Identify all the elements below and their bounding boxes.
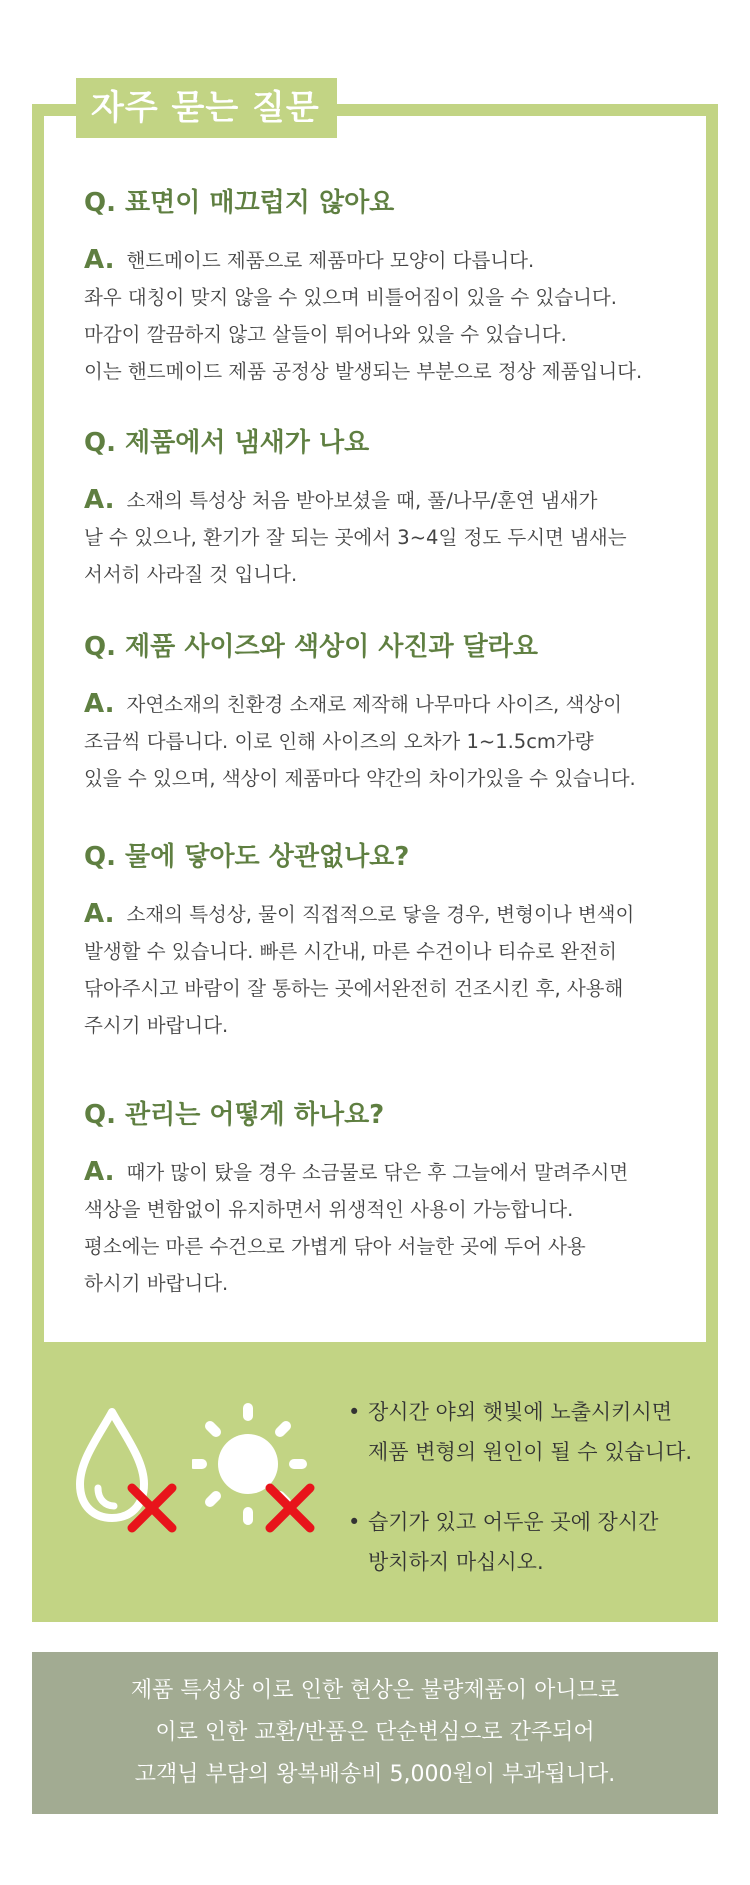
faq-answer-line: 주시기 바랍니다. [84, 1014, 229, 1037]
care-note-line: 습기가 있고 어두운 곳에 장시간 [368, 1510, 659, 1534]
faq-question: Q. 제품에서 냄새가 나요 [84, 428, 370, 458]
care-note-line: 제품 변형의 원인이 될 수 있습니다. [368, 1440, 693, 1464]
faq-item-water [84, 840, 694, 1044]
answer-mark: A. [84, 689, 115, 719]
faq-answer-line: 좌우 대칭이 맞지 않을 수 있으며 비틀어짐이 있을 수 있습니다. [84, 286, 617, 309]
faq-title: 자주 묻는 질문 [76, 78, 337, 138]
notice-line: 고객님 부담의 왕복배송비 5,000원이 부과됩니다. [134, 1762, 616, 1787]
faq-answer-line: 있을 수 있으며, 색상이 제품마다 약간의 차이가있을 수 있습니다. [84, 767, 636, 790]
care-note-line: 장시간 야외 햇빛에 노출시키시면 [368, 1400, 673, 1424]
faq-answer-line: A. 때가 많이 탔을 경우 소금물로 닦은 후 그늘에서 말려주시면 [84, 1157, 629, 1187]
faq-question: Q. 물에 닿아도 상관없나요? [84, 842, 410, 872]
faq-item-smell [84, 426, 694, 593]
care-note-humidity [348, 1502, 718, 1582]
faq-answer [84, 242, 694, 390]
faq-answer-line: A. 자연소재의 친환경 소재로 제작해 나무마다 사이즈, 색상이 [84, 689, 622, 719]
return-policy-notice [32, 1652, 718, 1814]
faq-answer-line: 날 수 있으나, 환기가 잘 되는 곳에서 3~4일 정도 두시면 냄새는 [84, 526, 627, 549]
faq-question: Q. 표면이 매끄럽지 않아요 [84, 188, 395, 218]
answer-mark: A. [84, 245, 115, 275]
faq-answer-line: 이는 핸드메이드 제품 공정상 발생되는 부분으로 정상 제품입니다. [84, 360, 643, 383]
faq-question: Q. 제품 사이즈와 색상이 사진과 달라요 [84, 632, 538, 662]
answer-mark: A. [84, 485, 115, 515]
prohibited-x-icon [270, 1488, 310, 1528]
faq-answer [84, 482, 694, 593]
faq-answer-line: A. 소재의 특성상 처음 받아보셨을 때, 풀/나무/훈연 냄새가 [84, 485, 598, 515]
notice-line: 제품 특성상 이로 인한 현상은 불량제품이 아니므로 [130, 1678, 620, 1703]
faq-answer-line: 조금씩 다릅니다. 이로 인해 사이즈의 오차가 1~1.5cm가량 [84, 730, 594, 753]
faq-answer-line: 색상을 변함없이 유지하면서 위생적인 사용이 가능합니다. [84, 1198, 574, 1221]
water-drop-icon [72, 1404, 182, 1534]
faq-item-size-color [84, 630, 694, 797]
faq-question: Q. 관리는 어떻게 하나요? [84, 1100, 385, 1130]
faq-answer-line: A. 핸드메이드 제품으로 제품마다 모양이 다릅니다. [84, 245, 535, 275]
faq-item-surface [84, 186, 694, 390]
faq-answer-line: 평소에는 마른 수건으로 가볍게 닦아 서늘한 곳에 두어 사용 [84, 1235, 586, 1258]
sun-icon [192, 1402, 322, 1537]
care-warning-band [32, 1342, 718, 1622]
faq-answer-line: A. 소재의 특성상, 물이 직접적으로 닿을 경우, 변형이나 변색이 [84, 899, 635, 929]
notice-line: 이로 인한 교환/반품은 단순변심으로 간주되어 [155, 1720, 595, 1745]
faq-answer [84, 896, 694, 1044]
bullet: • [348, 1510, 361, 1534]
answer-mark: A. [84, 1157, 115, 1187]
faq-answer-line: 서서히 사라질 것 입니다. [84, 563, 298, 586]
care-note-line: 방치하지 마십시오. [368, 1550, 544, 1574]
faq-answer-line: 발생할 수 있습니다. 빠른 시간내, 마른 수건이나 티슈로 완전히 [84, 940, 617, 963]
faq-answer-line: 마감이 깔끔하지 않고 살들이 튀어나와 있을 수 있습니다. [84, 323, 567, 346]
answer-mark: A. [84, 899, 115, 929]
faq-answer [84, 1154, 694, 1302]
bullet: • [348, 1400, 361, 1424]
care-note-sunlight [348, 1392, 718, 1472]
faq-item-care [84, 1098, 694, 1302]
faq-answer [84, 686, 694, 797]
faq-answer-line: 하시기 바랍니다. [84, 1272, 229, 1295]
faq-answer-line: 닦아주시고 바람이 잘 통하는 곳에서완전히 건조시킨 후, 사용해 [84, 977, 624, 1000]
care-notes [348, 1392, 718, 1612]
